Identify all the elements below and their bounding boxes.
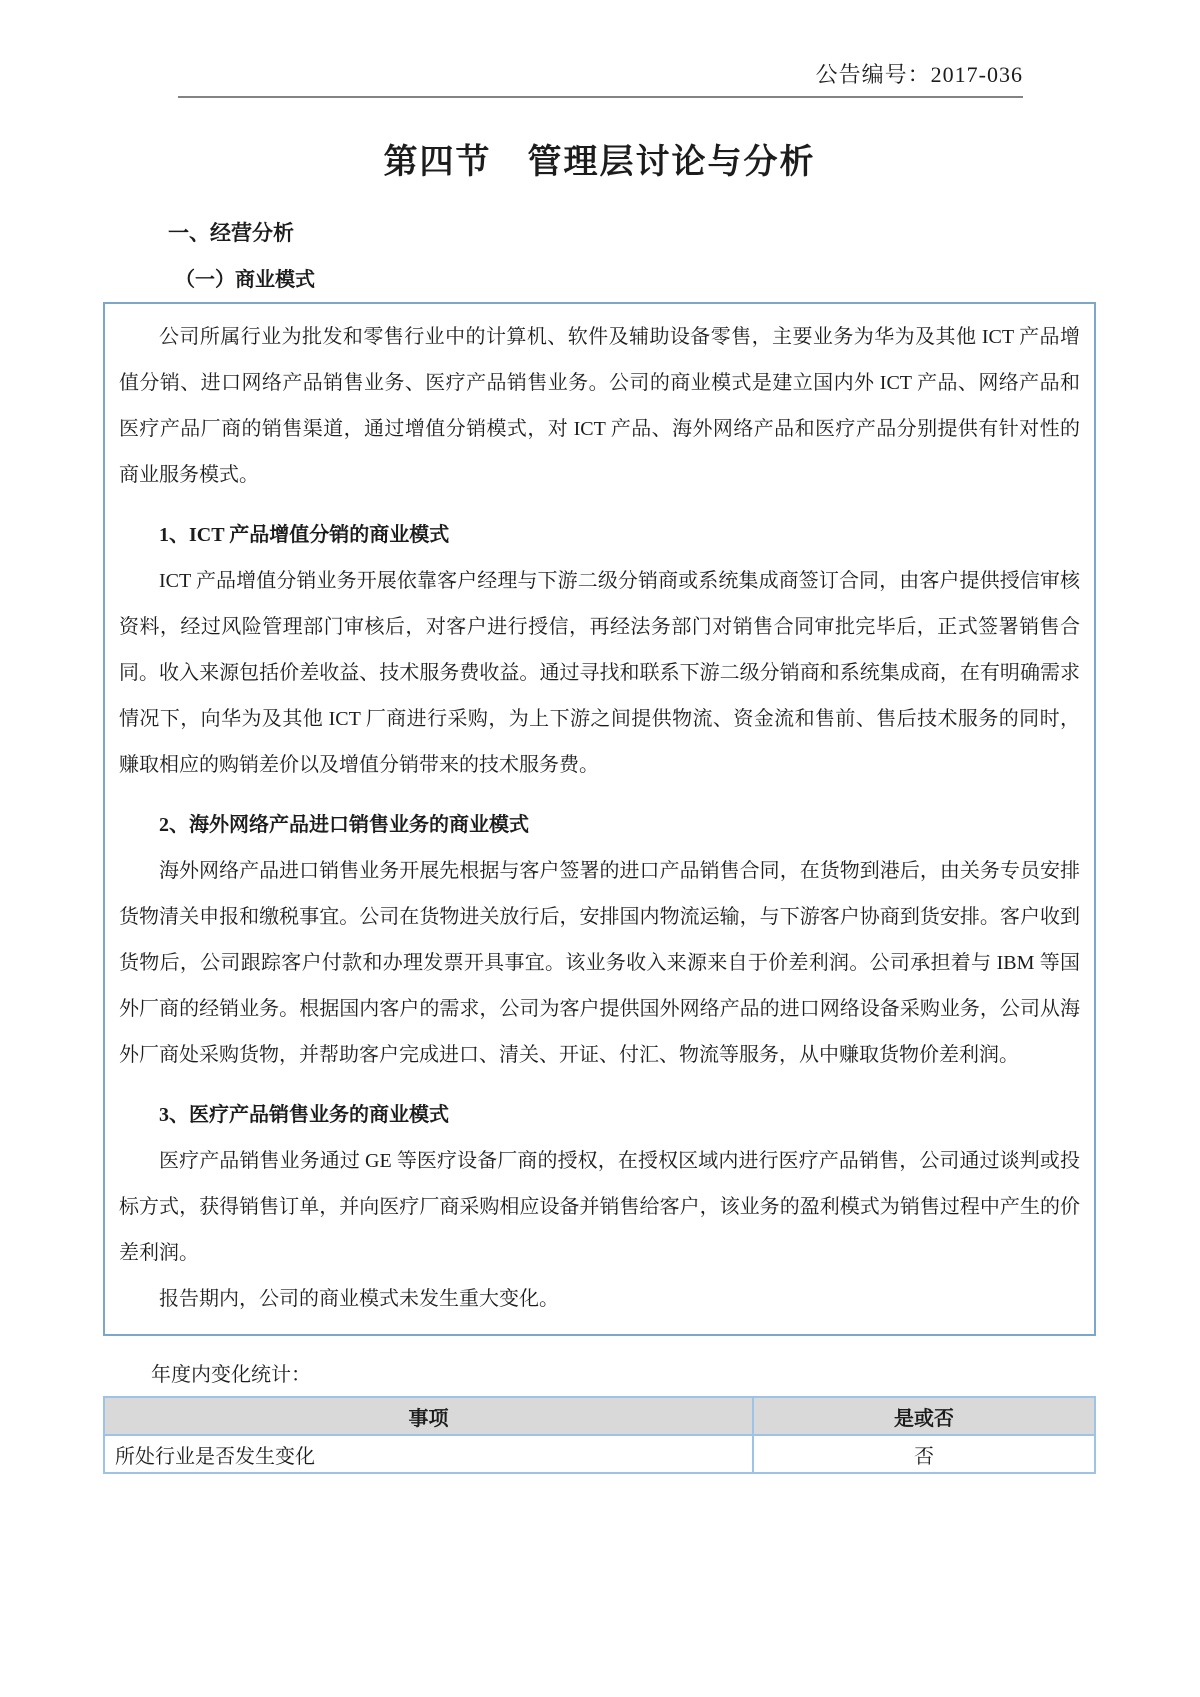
- ict-distribution-paragraph: ICT 产品增值分销业务开展依靠客户经理与下游二级分销商或系统集成商签订合同，由客户提供授信审核资料，经过风险管理部门审核后，对客户进行授信，再经法务部门对销售合同审批完毕后，正式签署销售合同。收入来源包括价差收益、技术服务费收益。通过寻找和联系下游二级分销商和系统集成商，在有明确需求情况下，向华为及其他 ICT 厂商进行采购，为上下游之间提供物流、资金流和售前、售后技术服务的同时，赚取相应的购销差价以及增值分销带来的技术服务费。: [119, 570, 1080, 776]
- announcement-number: 公告编号：2017-036: [815, 62, 1023, 87]
- overseas-network-import-paragraph: 海外网络产品进口销售业务开展先根据与客户签署的进口产品销售合同，在货物到港后，由关务专员安排货物清关申报和缴税事宜。公司在货物进关放行后，安排国内物流运输，与下游客户协商到货安排。客户收到货物后，公司跟踪客户付款和办理发票开具事宜。该业务收入来源来自于价差利润。公司承担着与 IBM 等国外厂商的经销业务。根据国内客户的需求，公司为客户提供国外网络产品的进口网络设备采购业务，公司从海外厂商处采购货物，并帮助客户完成进口、清关、开证、付汇、物流等服务，从中赚取货物价差利润。: [119, 860, 1080, 1066]
- table-header-yes-or-no: 是或否: [753, 1397, 1095, 1435]
- section-heading-business-model: （一）商业模式: [175, 269, 315, 291]
- table-row: [104, 1435, 1095, 1473]
- announcement-number-header: [178, 58, 1023, 98]
- business-model-intro-paragraph: 公司所属行业为批发和零售行业中的计算机、软件及辅助设备零售，主要业务为华为及其他 ICT 产品增值分销、进口网络产品销售业务、医疗产品销售业务。公司的商业模式是建立国内外 ICT 产品、网络产品和医疗产品厂商的销售渠道，通过增值分销模式，对 ICT 产品、海外网络产品和医疗产品分别提供有针对性的商业服务模式。: [119, 326, 1080, 486]
- box-heading-medical-sales: 3、医疗产品销售业务的商业模式: [159, 1104, 449, 1126]
- box-heading-ict-distribution: 1、ICT 产品增值分销的商业模式: [159, 524, 450, 546]
- reporting-period-note: 报告期内，公司的商业模式未发生重大变化。: [159, 1288, 559, 1310]
- section-heading-operating-analysis: 一、经营分析: [168, 222, 294, 245]
- table-cell-industry-change-value: 否: [753, 1435, 1095, 1473]
- page-title: 第四节 管理层讨论与分析: [383, 143, 816, 181]
- table-cell-industry-change-item: 所处行业是否发生变化: [104, 1435, 753, 1473]
- box-heading-overseas-network-import: 2、海外网络产品进口销售业务的商业模式: [159, 814, 529, 836]
- table-header-row: [104, 1397, 1095, 1435]
- yearly-change-stats-label: 年度内变化统计：: [151, 1364, 311, 1386]
- page-content: [103, 58, 1096, 1474]
- business-model-box: [103, 302, 1096, 1336]
- yearly-change-stats-table: [103, 1396, 1096, 1474]
- medical-sales-paragraph: 医疗产品销售业务通过 GE 等医疗设备厂商的授权，在授权区域内进行医疗产品销售，公司通过谈判或投标方式，获得销售订单，并向医疗厂商采购相应设备并销售给客户，该业务的盈利模式为销售过程中产生的价差利润。: [119, 1150, 1080, 1264]
- table-header-item: 事项: [104, 1397, 753, 1435]
